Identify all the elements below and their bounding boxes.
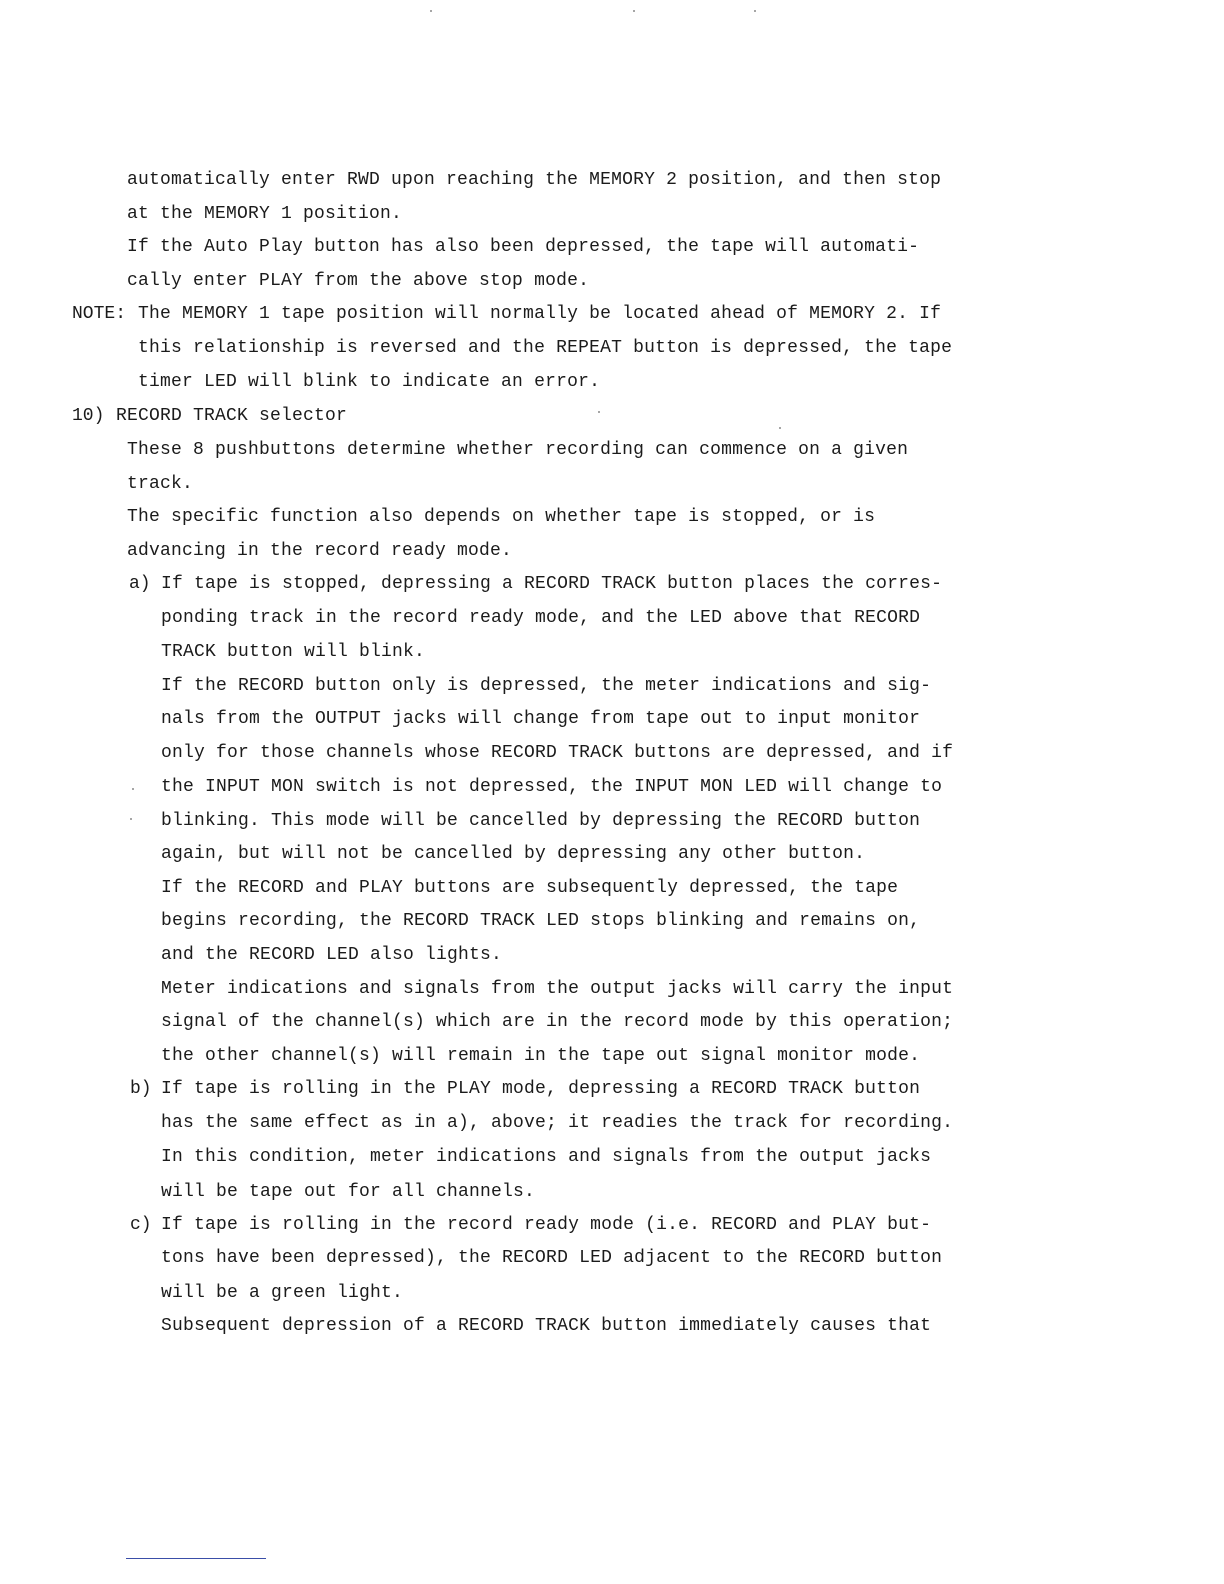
text-line: If the Auto Play button has also been depressed, the tape will automati-	[127, 237, 920, 257]
text-line: nals from the OUTPUT jacks will change from tape out to input monitor	[161, 709, 921, 729]
text-line: signal of the channel(s) which are in the record mode by this operation;	[161, 1012, 954, 1032]
footer-rule	[126, 1558, 266, 1559]
scan-speck	[130, 818, 132, 820]
text-line: If tape is rolling in the PLAY mode, depressing a RECORD TRACK button	[161, 1079, 921, 1099]
text-line: The MEMORY 1 tape position will normally be located ahead of MEMORY 2. If	[138, 304, 942, 324]
text-line: has the same effect as in a), above; it readies the track for recording.	[161, 1113, 954, 1133]
text-line: If tape is stopped, depressing a RECORD TRACK button places the corres-	[161, 574, 943, 594]
section-heading: RECORD TRACK selector	[116, 406, 348, 426]
text-line: Meter indications and signals from the output jacks will carry the input	[161, 979, 954, 999]
scan-speck	[779, 427, 781, 429]
text-line: ponding track in the record ready mode, and the LED above that RECORD	[161, 608, 921, 628]
text-line: advancing in the record ready mode.	[127, 541, 513, 561]
text-line: In this condition, meter indications and signals from the output jacks	[161, 1147, 932, 1167]
text-line: this relationship is reversed and the REPEAT button is depressed, the tape	[138, 338, 953, 358]
text-line: timer LED will blink to indicate an error.	[138, 372, 601, 392]
scan-speck	[633, 10, 635, 12]
item-b-label: b)	[130, 1079, 152, 1099]
text-line: begins recording, the RECORD TRACK LED stops blinking and remains on,	[161, 911, 921, 931]
scan-speck	[598, 411, 600, 413]
scan-speck	[430, 10, 432, 12]
text-line: If tape is rolling in the record ready mode (i.e. RECORD and PLAY but-	[161, 1215, 932, 1235]
text-line: blinking. This mode will be cancelled by depressing the RECORD button	[161, 811, 921, 831]
item-a-label: a)	[129, 574, 151, 594]
text-line: cally enter PLAY from the above stop mode.	[127, 271, 590, 291]
text-line: only for those channels whose RECORD TRACK buttons are depressed, and if	[161, 743, 954, 763]
text-line: will be a green light.	[161, 1283, 404, 1303]
text-line: and the RECORD LED also lights.	[161, 945, 503, 965]
item-c-label: c)	[130, 1215, 152, 1235]
scan-speck	[754, 10, 756, 12]
text-line: If the RECORD button only is depressed, the meter indications and sig-	[161, 676, 932, 696]
note-label: NOTE:	[72, 304, 127, 324]
text-line: the other channel(s) will remain in the tape out signal monitor mode.	[161, 1046, 921, 1066]
text-line: If the RECORD and PLAY buttons are subsequently depressed, the tape	[161, 878, 899, 898]
text-line: Subsequent depression of a RECORD TRACK button immediately causes that	[161, 1316, 932, 1336]
text-line: TRACK button will blink.	[161, 642, 426, 662]
text-line: These 8 pushbuttons determine whether recording can commence on a given	[127, 440, 909, 460]
text-line: again, but will not be cancelled by depressing any other button.	[161, 844, 866, 864]
text-line: automatically enter RWD upon reaching the MEMORY 2 position, and then stop	[127, 170, 942, 190]
text-line: track.	[127, 474, 194, 494]
section-10-label: 10)	[72, 406, 105, 426]
text-line: the INPUT MON switch is not depressed, the INPUT MON LED will change to	[161, 777, 943, 797]
text-line: tons have been depressed), the RECORD LED adjacent to the RECORD button	[161, 1248, 943, 1268]
text-line: The specific function also depends on whether tape is stopped, or is	[127, 507, 876, 527]
text-line: will be tape out for all channels.	[161, 1182, 536, 1202]
text-line: at the MEMORY 1 position.	[127, 204, 403, 224]
scan-speck	[132, 788, 134, 790]
